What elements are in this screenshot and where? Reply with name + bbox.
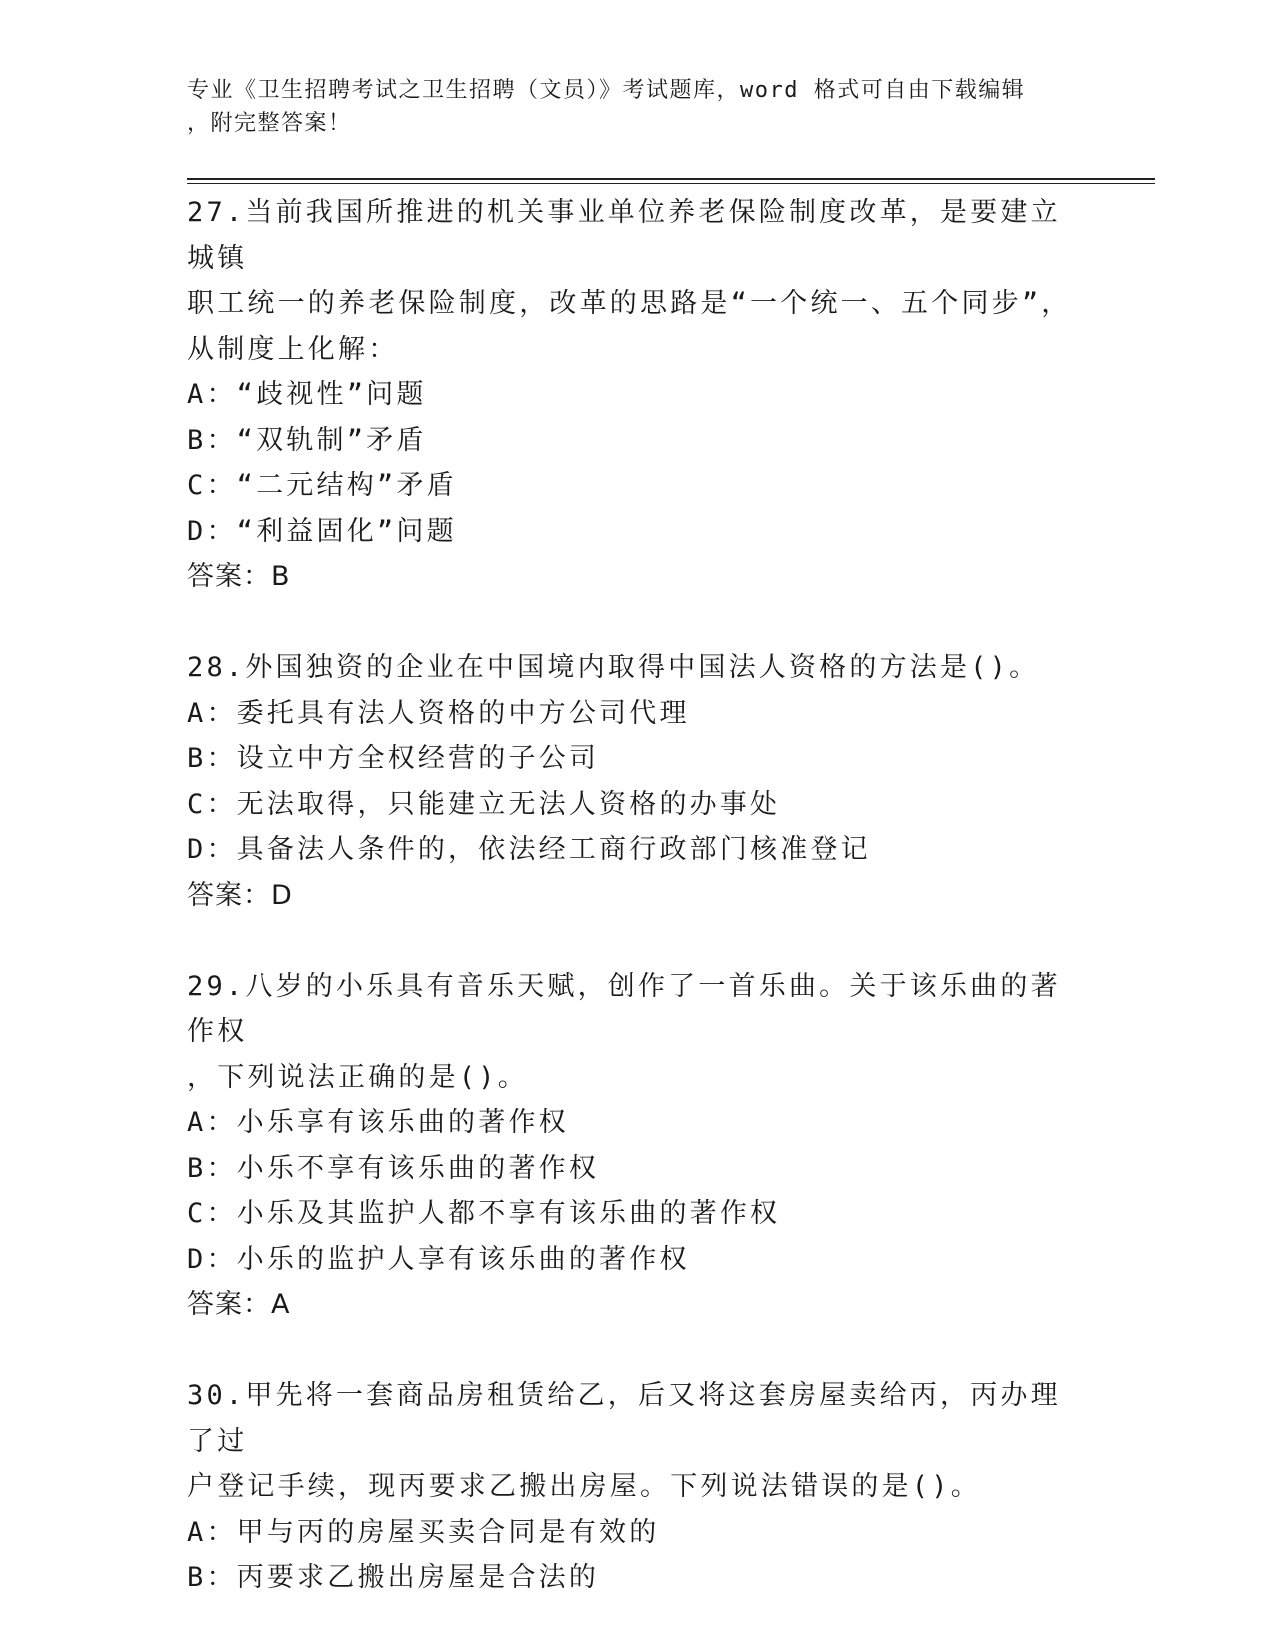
option-c: C：无法取得，只能建立无法人资格的办事处: [187, 788, 781, 820]
answer-text: 答案：A: [187, 1289, 291, 1320]
answer-text: 答案：B: [187, 561, 291, 592]
option-b: B：“双轨制”矛盾: [187, 424, 427, 456]
question-29: [187, 964, 1087, 1328]
option-d: D：“利益固化”问题: [187, 515, 457, 547]
question-text-line: 30.甲先将一套商品房租赁给乙，后又将这套房屋卖给丙，丙办理了过: [187, 1380, 1061, 1457]
question-text-line: 从制度上化解：: [187, 333, 399, 365]
question-text-line: 户登记手续，现丙要求乙搬出房屋。下列说法错误的是()。: [187, 1471, 981, 1502]
option-d: D：小乐的监护人享有该乐曲的著作权: [187, 1243, 690, 1275]
answer-text: 答案：D: [187, 879, 293, 911]
option-d: D：具备法人条件的，依法经工商行政部门核准登记: [187, 834, 871, 865]
question-28: [187, 645, 1087, 918]
option-b: B：小乐不享有该乐曲的著作权: [187, 1152, 600, 1184]
option-a: A：“歧视性”问题: [187, 379, 427, 410]
option-b: B：丙要求乙搬出房屋是合法的: [187, 1562, 600, 1593]
option-b: B：设立中方全权经营的子公司: [187, 743, 600, 774]
question-text-line: 28.外国独资的企业在中国境内取得中国法人资格的方法是()。: [187, 652, 1040, 683]
option-c: C：小乐及其监护人都不享有该乐曲的著作权: [187, 1198, 781, 1229]
option-a: A：委托具有法人资格的中方公司代理: [187, 697, 690, 729]
question-27: [187, 190, 1087, 600]
question-30: [187, 1373, 1087, 1601]
header-divider-thick: [187, 178, 1155, 180]
question-list: [187, 190, 1087, 1646]
header-line-1: 专业《卫生招聘考试之卫生招聘（文员）》考试题库，word 格式可自由下载编辑: [187, 78, 1026, 103]
header-line-2: ，附完整答案！: [187, 111, 352, 136]
question-text-line: 27.当前我国所推进的机关事业单位养老保险制度改革，是要建立城镇: [187, 197, 1061, 274]
option-a: A：小乐享有该乐曲的著作权: [187, 1107, 569, 1138]
question-text-line: 29.八岁的小乐具有音乐天赋，创作了一首乐曲。关于该乐曲的著作权: [187, 970, 1061, 1047]
document-header: [187, 74, 1087, 140]
question-text-line: ，下列说法正确的是()。: [187, 1061, 528, 1093]
option-a: A：甲与丙的房屋买卖合同是有效的: [187, 1516, 660, 1548]
header-divider-thin: [187, 183, 1155, 184]
question-text-line: 职工统一的养老保险制度，改革的思路是“一个统一、五个同步”，: [187, 288, 1072, 319]
option-c: C：“二元结构”矛盾: [187, 470, 457, 501]
